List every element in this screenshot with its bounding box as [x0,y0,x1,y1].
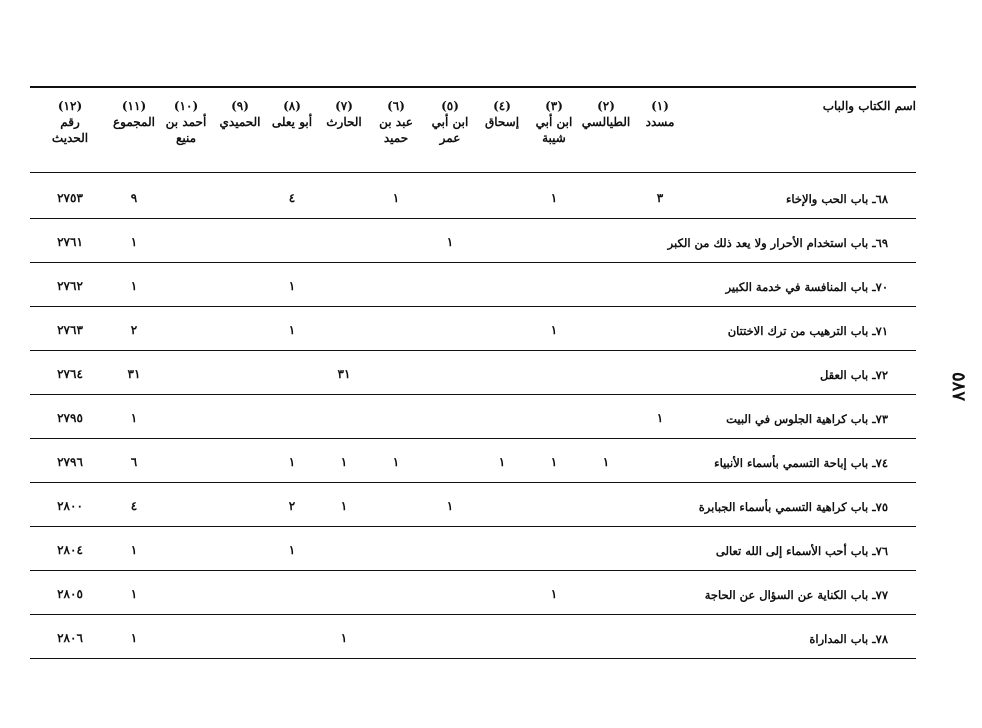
chapter-title: ٧٧ـ باب الكناية عن السؤال عن الحاجة [704,588,888,602]
row-divider [30,394,916,395]
column-name: عبد بن حميد [379,115,413,145]
column-number: (٧) [335,99,353,113]
column-number: (١٢) [57,99,83,113]
table-cell: ٢ [288,499,296,513]
table-cell: ١ [446,499,454,513]
table-cell: ٢٧٦٢ [57,279,83,293]
table-cell: ١ [392,455,400,469]
column-number: (٢) [597,99,615,113]
chapter-title: ٧٠ـ باب المنافسة في خدمة الكبير [725,280,888,294]
chapter-title: ٧٤ـ باب إباحة التسمي بأسماء الأنبياء [714,456,888,470]
column-number: (١١) [121,99,147,113]
table-cell: ٢ [130,323,138,337]
column-number: (١) [651,99,669,113]
column-number: (٦) [387,99,405,113]
column-name: الحارث [326,115,362,129]
header-book-chapter: اسم الكتاب والباب [822,99,916,113]
row-divider [30,526,916,527]
row-divider [30,614,916,615]
table-cell: ١ [550,587,558,601]
column-name: الحميدي [219,115,261,129]
chapter-title: ٧٣ـ باب كراهية الجلوس في البيت [726,412,888,426]
column-number: (٣) [545,99,563,113]
table-cell: ١ [446,235,454,249]
table-cell: ٢٧٦٤ [57,367,83,381]
column-header-9 [214,98,266,130]
table-cell: ١ [130,411,138,425]
table-cell: ٣١ [127,367,141,381]
header-bottom-rule [30,172,916,173]
column-header-3 [528,98,580,146]
column-header-4 [476,98,528,130]
row-divider [30,658,916,659]
column-header-2 [580,98,632,130]
column-number: (٤) [493,99,511,113]
row-divider [30,438,916,439]
table-cell: ٢٧٥٣ [57,191,83,205]
table-cell: ١ [288,543,296,557]
table-cell: ٤ [130,499,138,513]
table-cell: ١ [288,455,296,469]
column-header-8 [266,98,318,130]
table-cell: ١ [392,191,400,205]
table-cell: ٣ [656,191,664,205]
column-header-7 [318,98,370,130]
table-cell: ٣١ [337,367,351,381]
row-divider [30,482,916,483]
table-cell: ١ [340,455,348,469]
table-cell: ٢٧٦١ [57,235,83,249]
table-cell: ١ [130,543,138,557]
column-name: ابن أبي عمر [431,115,469,145]
table-cell: ١ [550,191,558,205]
table-cell: ١ [602,455,610,469]
row-divider [30,218,916,219]
column-number: (٨) [283,99,301,113]
table-cell: ٢٧٦٣ [57,323,83,337]
table-cell: ٢٧٩٥ [57,411,83,425]
table-cell: ٦ [130,455,138,469]
table-cell: ٢٨٠٦ [57,631,83,645]
column-header-1 [634,98,686,130]
column-name: مسدد [645,115,675,129]
table-cell: ١ [130,235,138,249]
column-header-12 [44,98,96,146]
column-name: أبو يعلى [271,115,313,129]
table-cell: ٢٨٠٠ [57,499,83,513]
table-cell: ١ [550,323,558,337]
table-cell: ١ [288,279,296,293]
table-cell: ١ [656,411,664,425]
table-cell: ٢٨٠٥ [57,587,83,601]
column-number: (٩) [231,99,249,113]
table-cell: ٩ [130,191,138,205]
chapter-title: ٧٦ـ باب أحب الأسماء إلى الله تعالى [715,544,888,558]
column-header-11 [108,98,160,130]
chapter-title: ٧١ـ باب الترهيب من ترك الاختتان [727,324,888,338]
column-header-5 [424,98,476,146]
column-name: الطيالسي [581,115,631,129]
column-name: رقم الحديث [51,115,89,145]
row-divider [30,262,916,263]
table-cell: ١ [130,631,138,645]
table-cell: ٤ [288,191,296,205]
column-name: إسحاق [484,115,520,129]
column-header-6 [370,98,422,146]
column-name: ابن أبي شيبة [535,115,573,145]
column-number: (١٠) [173,99,199,113]
table-cell: ١ [498,455,506,469]
row-divider [30,350,916,351]
table-cell: ١ [130,587,138,601]
table-cell: ١ [550,455,558,469]
column-number: (٥) [441,99,459,113]
table-cell: ١ [340,499,348,513]
table-cell: ٢٨٠٤ [57,543,83,557]
table-cell: ١ [130,279,138,293]
chapter-title: ٦٨ـ باب الحب والإخاء [785,192,888,206]
chapter-title: ٧٢ـ باب العقل [819,368,888,382]
chapter-title: ٦٩ـ باب استخدام الأحرار ولا يعد ذلك من الكبر [667,236,888,250]
column-name: أحمد بن منيع [165,115,207,145]
page-number: ٥٨٧ [948,372,969,402]
table-cell: ١ [288,323,296,337]
table-cell: ١ [340,631,348,645]
chapter-title: ٧٨ـ باب المداراة [809,632,888,646]
table-cell: ٢٧٩٦ [57,455,83,469]
column-header-10 [160,98,212,146]
row-divider [30,570,916,571]
row-divider [30,306,916,307]
column-name: المجموع [113,115,155,129]
chapter-title: ٧٥ـ باب كراهية التسمي بأسماء الجبابرة [698,500,888,514]
table-top-rule [30,86,916,88]
